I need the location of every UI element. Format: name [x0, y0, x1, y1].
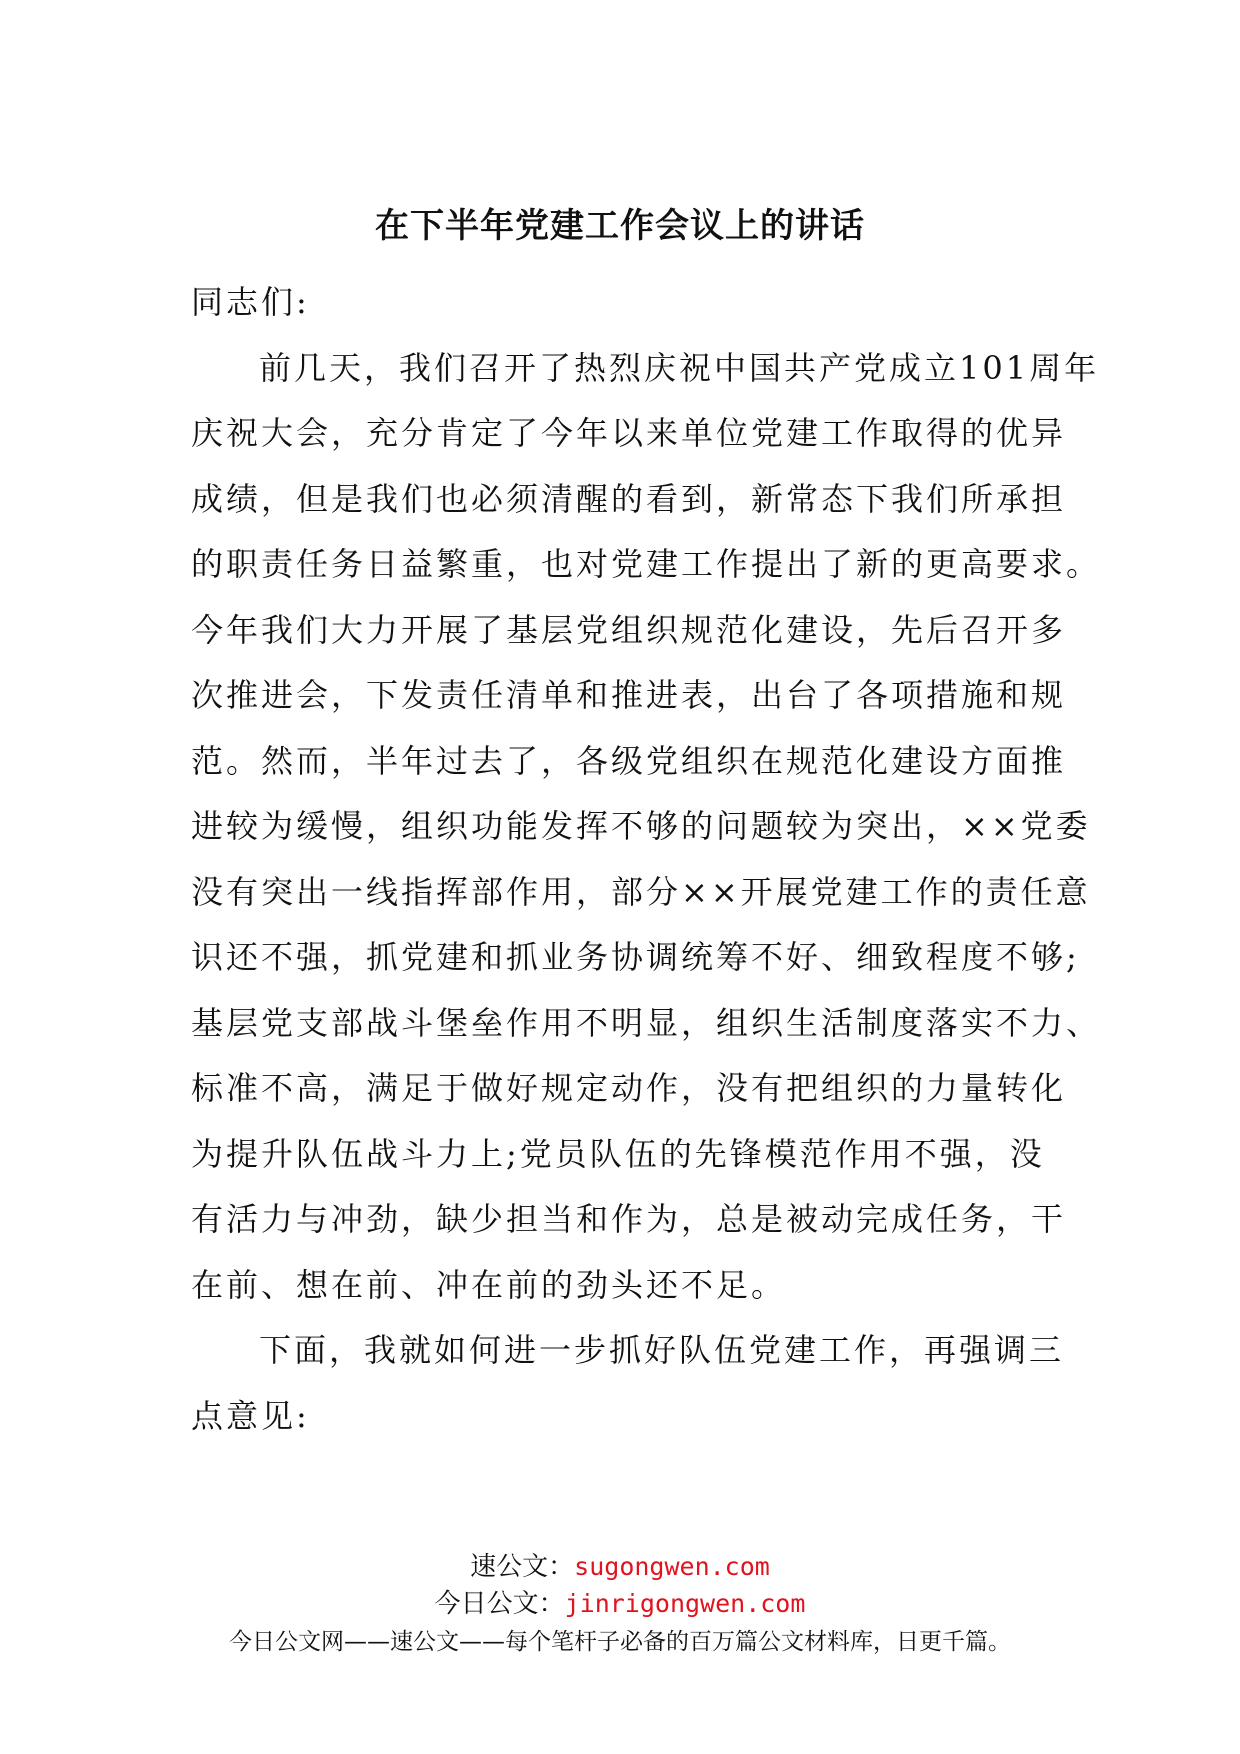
paragraph-1-line: 前几天，我们召开了热烈庆祝中国共产党成立101周年 [259, 348, 1100, 387]
footer-line-sugongwen [0, 1548, 1240, 1585]
paragraph-1-line: 范。然而，半年过去了，各级党组织在规范化建设方面推 [191, 741, 1067, 780]
footer [0, 1548, 1240, 1662]
paragraph-1-line: 基层党支部战斗堡垒作用不明显，组织生活制度落实不力、 [191, 1003, 1102, 1042]
footer-link-sugongwen[interactable]: sugongwen.com [574, 1552, 770, 1581]
document-body [191, 270, 1102, 1449]
paragraph-1-line: 进较为缓慢，组织功能发挥不够的问题较为突出，××党委 [191, 807, 1091, 845]
footer-tagline: 今日公文网——速公文——每个笔杆子必备的百万篇公文材料库，日更千篇。 [229, 1629, 1011, 1655]
paragraph-1-line: 没有突出一线指挥部作用，部分××开展党建工作的责任意 [191, 872, 1091, 911]
paragraph-2-line: 点意见: [191, 1396, 310, 1435]
paragraph-1-line: 在前、想在前、冲在前的劲头还不足。 [191, 1265, 787, 1304]
paragraph-1-line: 的职责任务日益繁重，也对党建工作提出了新的更高要求。 [191, 545, 1102, 583]
paragraph-1-line: 标准不高，满足于做好规定动作，没有把组织的力量转化 [191, 1069, 1067, 1107]
paragraph-1-line: 成绩，但是我们也必须清醒的看到，新常态下我们所承担 [191, 479, 1067, 518]
footer-label-sugongwen: 速公文： [470, 1552, 575, 1582]
paragraph-2-line: 下面，我就如何进一步抓好队伍党建工作，再强调三 [259, 1331, 1065, 1369]
paragraph-1-line: 今年我们大力开展了基层党组织规范化建设，先后召开多 [191, 610, 1067, 649]
paragraph-1-line: 次推进会，下发责任清单和推进表，出台了各项措施和规 [191, 676, 1067, 714]
paragraph-1-line: 有活力与冲劲，缺少担当和作为，总是被动完成任务，干 [191, 1200, 1067, 1238]
footer-label-jinrigongwen: 今日公文： [434, 1589, 565, 1619]
footer-line-jinrigongwen [0, 1585, 1240, 1622]
salutation: 同志们: [191, 283, 310, 321]
document-title: 在下半年党建工作会议上的讲话 [375, 206, 865, 246]
footer-link-jinrigongwen[interactable]: jinrigongwen.com [564, 1589, 806, 1618]
paragraph-1-line: 庆祝大会，充分肯定了今年以来单位党建工作取得的优异 [191, 414, 1067, 452]
paragraph-1-line: 识还不强，抓党建和抓业务协调统筹不好、细致程度不够; [191, 938, 1080, 976]
paragraph-1-line: 为提升队伍战斗力上;党员队伍的先锋模范作用不强，没 [191, 1134, 1045, 1173]
